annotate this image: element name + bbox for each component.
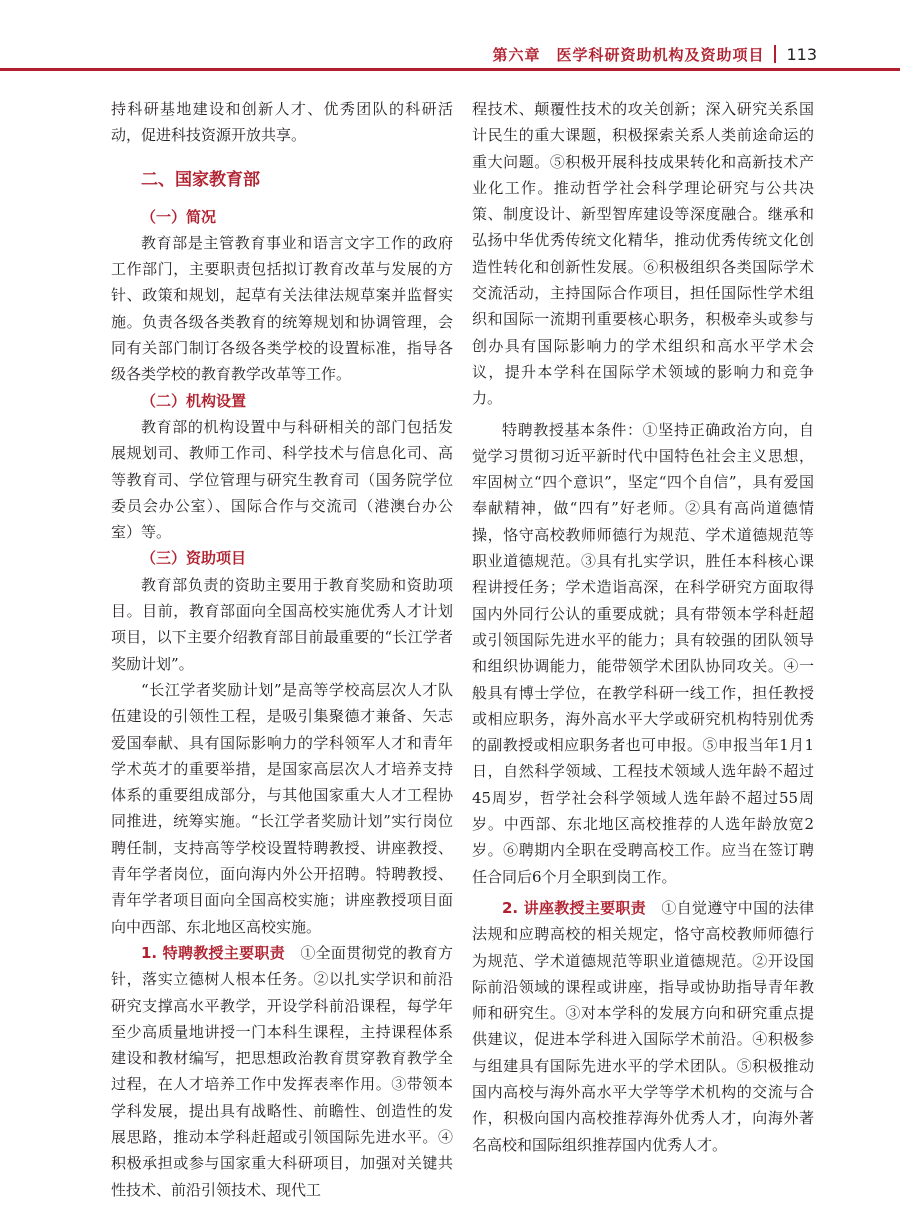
funding-paragraph: 教育部负责的资助主要用于教育奖励和资助项目。目前，教育部面向全国高校实施优秀人才计划项目，以下主要介绍教育部目前最重要的“长江学者奖励计划”。 <box>111 575 453 673</box>
organization-paragraph: 教育部的机构设置中与科研相关的部门包括发展规划司、教师工作司、科学技术与信息化司、高等教育司、学位管理与研究生教育司（国务院学位委员会办公室）、国际合作与交流司（港澳台办公室）等。 <box>111 417 453 542</box>
page-number: 113 <box>786 44 817 64</box>
intro-paragraph: 持科研基地建设和创新人才、优秀团队的科研活动，促进科技资源开放共享。 <box>111 100 453 145</box>
header-text <box>492 42 817 66</box>
chair-duties-text: ①自觉遵守中国的法律法规和应聘高校的相关规定，恪守高校教师师德行为规范、学术道德规范等职业道德规范。②开设国际前沿领域的课程或讲座，指导或协助指导青年教师和研究生。③对本学科的发展方向和研究重点提供建议，促进本学科进入国际学术前沿。④积极参与组建具有国际先进水平的学术团队。⑤积极推动国内高校与海外高水平大学等学术机构的交流与合作，积极向国内高校推荐海外优秀人才，向海外著名高校和国际组织推荐国内优秀人才。 <box>472 898 814 1154</box>
header-separator <box>774 45 776 63</box>
running-header <box>0 0 900 80</box>
continued-paragraph: 程技术、颠覆性技术的攻关创新；深入研究关系国计民生的重大课题，积极探索关系人类前途命运的重大问题。⑤积极开展科技成果转化和高新技术产业化工作。推动哲学社会科学理论研究与公共决策、制度设计、新型智库建设等深度融合。继承和弘扬中华优秀传统文化精华，推动优秀传统文化创造性转化和创新性发展。⑥积极组织各类国际学术交流活动，主持国际合作项目，担任国际性学术组织和国际一流期刊重要核心职务，积极牵头或参与创办具有国际影响力的学术组织和高水平学术会议，提升本学科在国际学术领域的影响力和竞争力。 <box>472 100 814 408</box>
section-title: 二、国家教育部 <box>141 169 260 190</box>
distinguished-duties-paragraph <box>111 940 453 1203</box>
chapter-title: 第六章 医学科研资助机构及资助项目 <box>492 45 765 64</box>
subsection-title-organization: （二）机构设置 <box>141 391 247 410</box>
chair-duties-heading: 2. 讲座教授主要职责 <box>502 898 647 917</box>
overview-paragraph: 教育部是主管教育事业和语言文字工作的政府工作部门，主要职责包括拟订教育改革与发展的方针、政策和规划，起草有关法律法规草案并监督实施。负责各级各类教育的统筹规划和协调管理，会同有关部门制订各级各类学校的设置标准，指导各级各类学校的教育教学改革等工作。 <box>111 233 453 384</box>
header-rule <box>0 68 900 71</box>
distinguished-duties-heading: 1. 特聘教授主要职责 <box>141 943 286 962</box>
distinguished-duties-text: ①全面贯彻党的教育方针，落实立德树人根本任务。②以扎实学识和前沿研究支撑高水平教学，开设学科前沿课程，每学年至少高质量地讲授一门本科生课程，主持课程体系建设和教材编写，把思想政治教育贯穿教育教学全过程，在人才培养工作中发挥表率作用。③带领本学科发展，提出具有战略性、前瞻性、创造性的发展思路，推动本学科赶超或引领国际先进水平。④积极承担或参与国家重大科研项目，加强对关键共性技术、前沿引领技术、现代工 <box>111 943 453 1199</box>
conditions-paragraph: 特聘教授基本条件：①坚持正确政治方向，自觉学习贯彻习近平新时代中国特色社会主义思想，牢固树立“四个意识”，坚定“四个自信”，具有爱国奉献精神，做“四有”好老师。②具有高尚道德情操，恪守高校教师师德行为规范、学术道德规范等职业道德规范。③具有扎实学识，胜任本科核心课程讲授任务；学术造诣高深，在科学研究方面取得国内外同行公认的重要成就；具有带领本学科赶超或引领国际先进水平的能力；具有较强的团队领导和组织协调能力，能带领学术团队协同攻关。④一般具有博士学位，在教学科研一线工作，担任教授或相应职务，海外高水平大学或研究机构特别优秀的副教授或相应职务者也可申报。⑤申报当年1月1日，自然科学领域、工程技术领域人选年龄不超过45周岁，哲学社会科学领域人选年龄不超过55周岁。中西部、东北地区高校推荐的人选年龄放宽2岁。⑥聘期内全职在受聘高校工作。应当在签订聘任合同后6个月全职到岗工作。 <box>472 420 814 886</box>
right-column <box>472 96 814 1158</box>
chair-duties-paragraph <box>472 895 814 1158</box>
left-column <box>111 96 453 1203</box>
changjiang-paragraph: “长江学者奖励计划”是高等学校高层次人才队伍建设的引领性工程，是吸引集聚德才兼备、矢志爱国奉献、具有国际影响力的学科领军人才和青年学术英才的重要举措，是国家高层次人才培养支持体系的重要组成部分，与其他国家重大人才工程协同推进，统筹实施。“长江学者奖励计划”实行岗位聘任制，支持高等学校设置特聘教授、讲座教授、青年学者岗位，面向海内外公开招聘。特聘教授、青年学者项目面向全国高校实施；讲座教授项目面向中西部、东北地区高校实施。 <box>111 680 453 936</box>
subsection-title-overview: （一）简况 <box>141 207 217 226</box>
subsection-title-funding: （三）资助项目 <box>141 549 247 568</box>
